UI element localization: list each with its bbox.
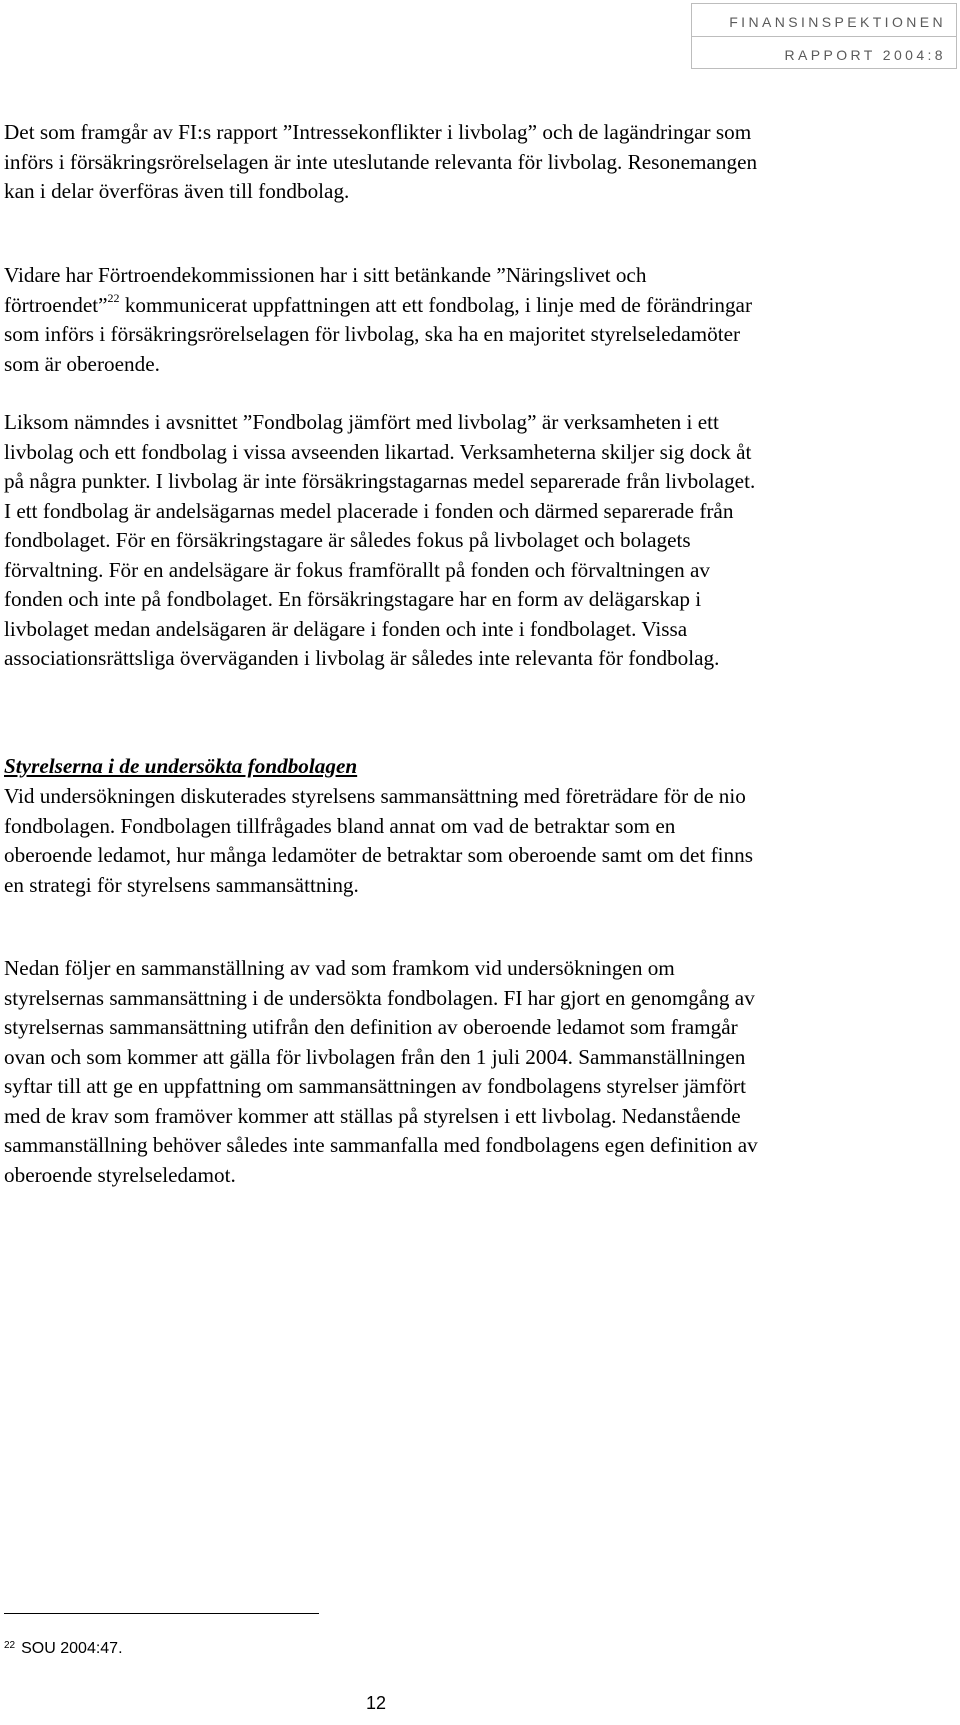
footnote-text: SOU 2004:47.: [21, 1640, 123, 1657]
header-divider: [692, 36, 956, 37]
footnote-number: 22: [4, 1640, 16, 1651]
section-heading: Styrelserna i de undersökta fondbolagen: [4, 754, 358, 778]
footnote: [4, 1640, 123, 1658]
paragraph-intro: Det som framgår av FI:s rapport ”Intressekonflikter i livbolag” och de lagändringar som införs i försäkringsrörelselagen är inte uteslutande relevanta för livbolag. Resonemangen kan i delar överföras även till fondbolag.: [4, 120, 758, 203]
paragraph-summary: Nedan följer en sammanställning av vad som framkom vid undersökningen om styrelsernas sammansättning i de undersökta fondbolagen. FI har gjort en genomgång av styrelsernas sammansättning utifrån den definition av oberoende ledamot som framgår ovan och som kommer att gälla för livbolagen från den 1 juli 2004. Sammanställningen syftar till att ge en uppfattning om sammansättningen av fondbolagens styrelser jämfört med de krav som framöver kommer att ställas på styrelsen i ett livbolag. Nedanstående sammanställning behöver således inte sammanfalla med fondbolagens egen definition av oberoende styrelseledamot.: [4, 956, 758, 1187]
paragraph-fortroendekommissionen-start: Vidare har Förtroendekommissionen har i sitt betänkande ”Näringslivet och förtroendet”: [4, 263, 647, 317]
header-report-number: RAPPORT 2004:8: [784, 47, 946, 63]
report-header: [691, 3, 957, 69]
paragraph-fortroendekommissionen: [4, 261, 764, 379]
footnote-reference: 22: [107, 290, 120, 305]
page-number: 12: [366, 1693, 387, 1713]
paragraph-comparison: Liksom nämndes i avsnittet ”Fondbolag jämfört med livbolag” är verksamheten i ett livbolag och ett fondbolag i vissa avseenden likartad. Verksamheterna skiljer sig dock åt på några punkter. I livbolag är inte försäkringstagarnas medel separerade från livbolaget. I ett fondbolag är andelsägarnas medel placerade i fonden och därmed separerade från fondbolaget. För en försäkringstagare är således fokus på livbolaget och bolagets förvaltning. För en andelsägare är fokus framförallt på fonden och förvaltningen av fonden och inte på fondbolaget. En försäkringstagare har en form av delägarskap i livbolaget medan andelsägaren är delägare i fonden och inte i fondbolaget. Vissa associationsrättsliga överväganden i livbolag är således inte relevanta för fondbolag.: [4, 410, 756, 670]
footnote-divider: [4, 1613, 319, 1614]
header-organization: FINANSINSPEKTIONEN: [729, 14, 946, 30]
paragraph-survey: Vid undersökningen diskuterades styrelsens sammansättning med företrädare för de nio fondbolagen. Fondbolagen tillfrågades bland annat om vad de betraktar som en oberoende ledamot, hur många ledamöter de betraktar som oberoende samt om det finns en strategi för styrelsens sammansättning.: [4, 784, 753, 897]
paragraph-fortroendekommissionen-end: kommunicerat uppfattningen att ett fondbolag, i linje med de förändringar som införs i försäkringsrörelselagen för livbolag, ska ha en majoritet styrelseledamöter som är oberoende.: [4, 292, 753, 376]
